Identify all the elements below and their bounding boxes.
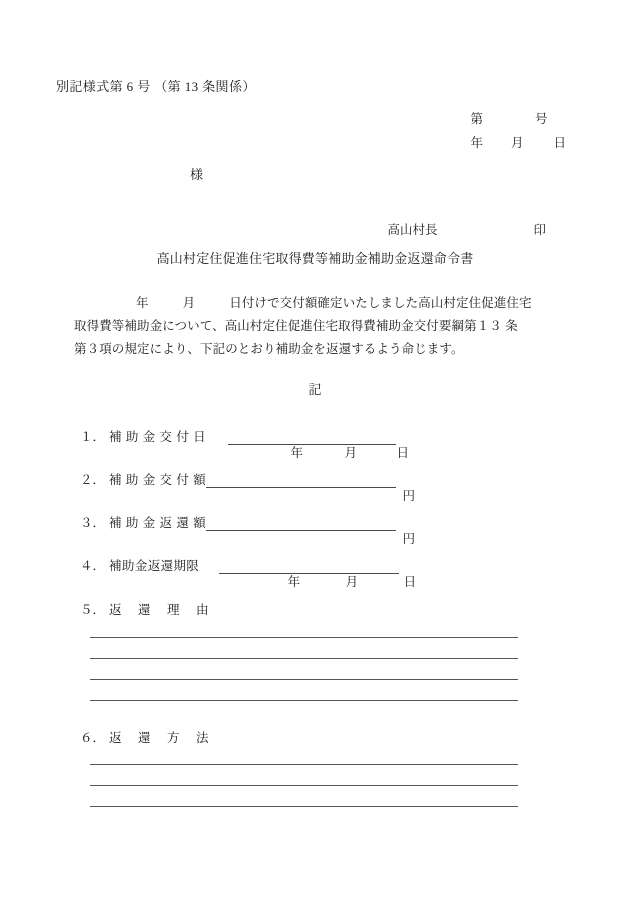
form-number: 別記様式第 6 号 （第 13 条関係） bbox=[56, 79, 256, 94]
item-4-label: 補助金返還期限 bbox=[109, 559, 200, 573]
issuer-line bbox=[375, 211, 546, 249]
item-6-number: ６． bbox=[80, 731, 106, 745]
item-5-row bbox=[80, 600, 211, 618]
item-2-label: 補 助 金 交 付 額 bbox=[109, 473, 207, 487]
item-3-row bbox=[80, 513, 415, 546]
item-2-amount-field[interactable] bbox=[206, 471, 415, 503]
item-2-number: ２． bbox=[80, 473, 106, 487]
page-title: 高山村定住促進住宅取得費等補助金補助金返還命令書 bbox=[156, 251, 474, 266]
item-4-date-field[interactable] bbox=[219, 557, 417, 589]
body-line-1 bbox=[74, 292, 558, 315]
item-5-write-line-1[interactable] bbox=[90, 637, 518, 638]
item-1-unit-month: 月 bbox=[344, 446, 357, 460]
body-line-1-text: 日付けで交付額確定いたしました高山村定住促進住宅 bbox=[229, 296, 532, 310]
item-6-write-line-3[interactable] bbox=[90, 806, 518, 807]
item-6-write-line-1[interactable] bbox=[90, 764, 518, 765]
body-paragraph bbox=[74, 292, 558, 361]
document-date-year: 年 bbox=[470, 135, 484, 150]
item-2-unit-currency: 円 bbox=[402, 489, 415, 503]
addressee-honorific: 様 bbox=[190, 167, 204, 182]
item-5-write-line-2[interactable] bbox=[90, 658, 518, 659]
issuer-name: 高山村長 bbox=[387, 222, 438, 237]
body-line-3-text: 第３項の規定により、下記のとおり補助金を返還するよう命じます。 bbox=[74, 342, 464, 356]
item-4-unit-month: 月 bbox=[345, 575, 359, 589]
note-marker: 記 bbox=[308, 382, 322, 397]
document-number-suffix: 号 bbox=[535, 111, 548, 126]
item-3-number: ３． bbox=[80, 516, 106, 530]
item-6-write-line-2[interactable] bbox=[90, 785, 518, 786]
document-date-line bbox=[458, 124, 566, 162]
item-4-unit-year: 年 bbox=[287, 575, 301, 589]
body-month-blank: 月 bbox=[182, 296, 196, 310]
item-3-unit-currency: 円 bbox=[402, 532, 415, 546]
item-5-write-line-4[interactable] bbox=[90, 700, 518, 701]
item-3-amount-field[interactable] bbox=[206, 514, 415, 546]
item-4-row bbox=[80, 556, 417, 589]
item-5-write-line-3[interactable] bbox=[90, 679, 518, 680]
item-1-number: １． bbox=[80, 430, 106, 444]
body-year-blank: 年 bbox=[136, 296, 149, 310]
item-1-date-field[interactable] bbox=[228, 428, 409, 460]
seal-mark: 印 bbox=[533, 222, 547, 237]
item-5-number: ５． bbox=[80, 603, 106, 617]
body-line-2 bbox=[74, 315, 558, 338]
item-5-label: 返 還 理 由 bbox=[109, 603, 211, 617]
item-4-number: ４． bbox=[80, 559, 106, 573]
item-1-unit-day: 日 bbox=[396, 446, 409, 460]
item-2-row bbox=[80, 470, 415, 503]
item-1-label: 補 助 金 交 付 日 bbox=[109, 430, 207, 444]
document-date-month: 月 bbox=[511, 135, 524, 150]
document-date-day: 日 bbox=[553, 135, 567, 150]
document-number-prefix: 第 bbox=[470, 111, 484, 126]
item-4-unit-day: 日 bbox=[403, 575, 417, 589]
item-3-label: 補 助 金 返 還 額 bbox=[109, 516, 207, 530]
item-1-row bbox=[80, 427, 409, 460]
item-1-unit-year: 年 bbox=[290, 446, 303, 460]
body-line-2-text: 取得費等補助金について、高山村定住促進住宅取得費補助金交付要綱第１３ 条 bbox=[74, 319, 518, 333]
item-6-label: 返 還 方 法 bbox=[109, 731, 211, 745]
item-6-row bbox=[80, 728, 211, 746]
body-line-3 bbox=[74, 338, 558, 361]
